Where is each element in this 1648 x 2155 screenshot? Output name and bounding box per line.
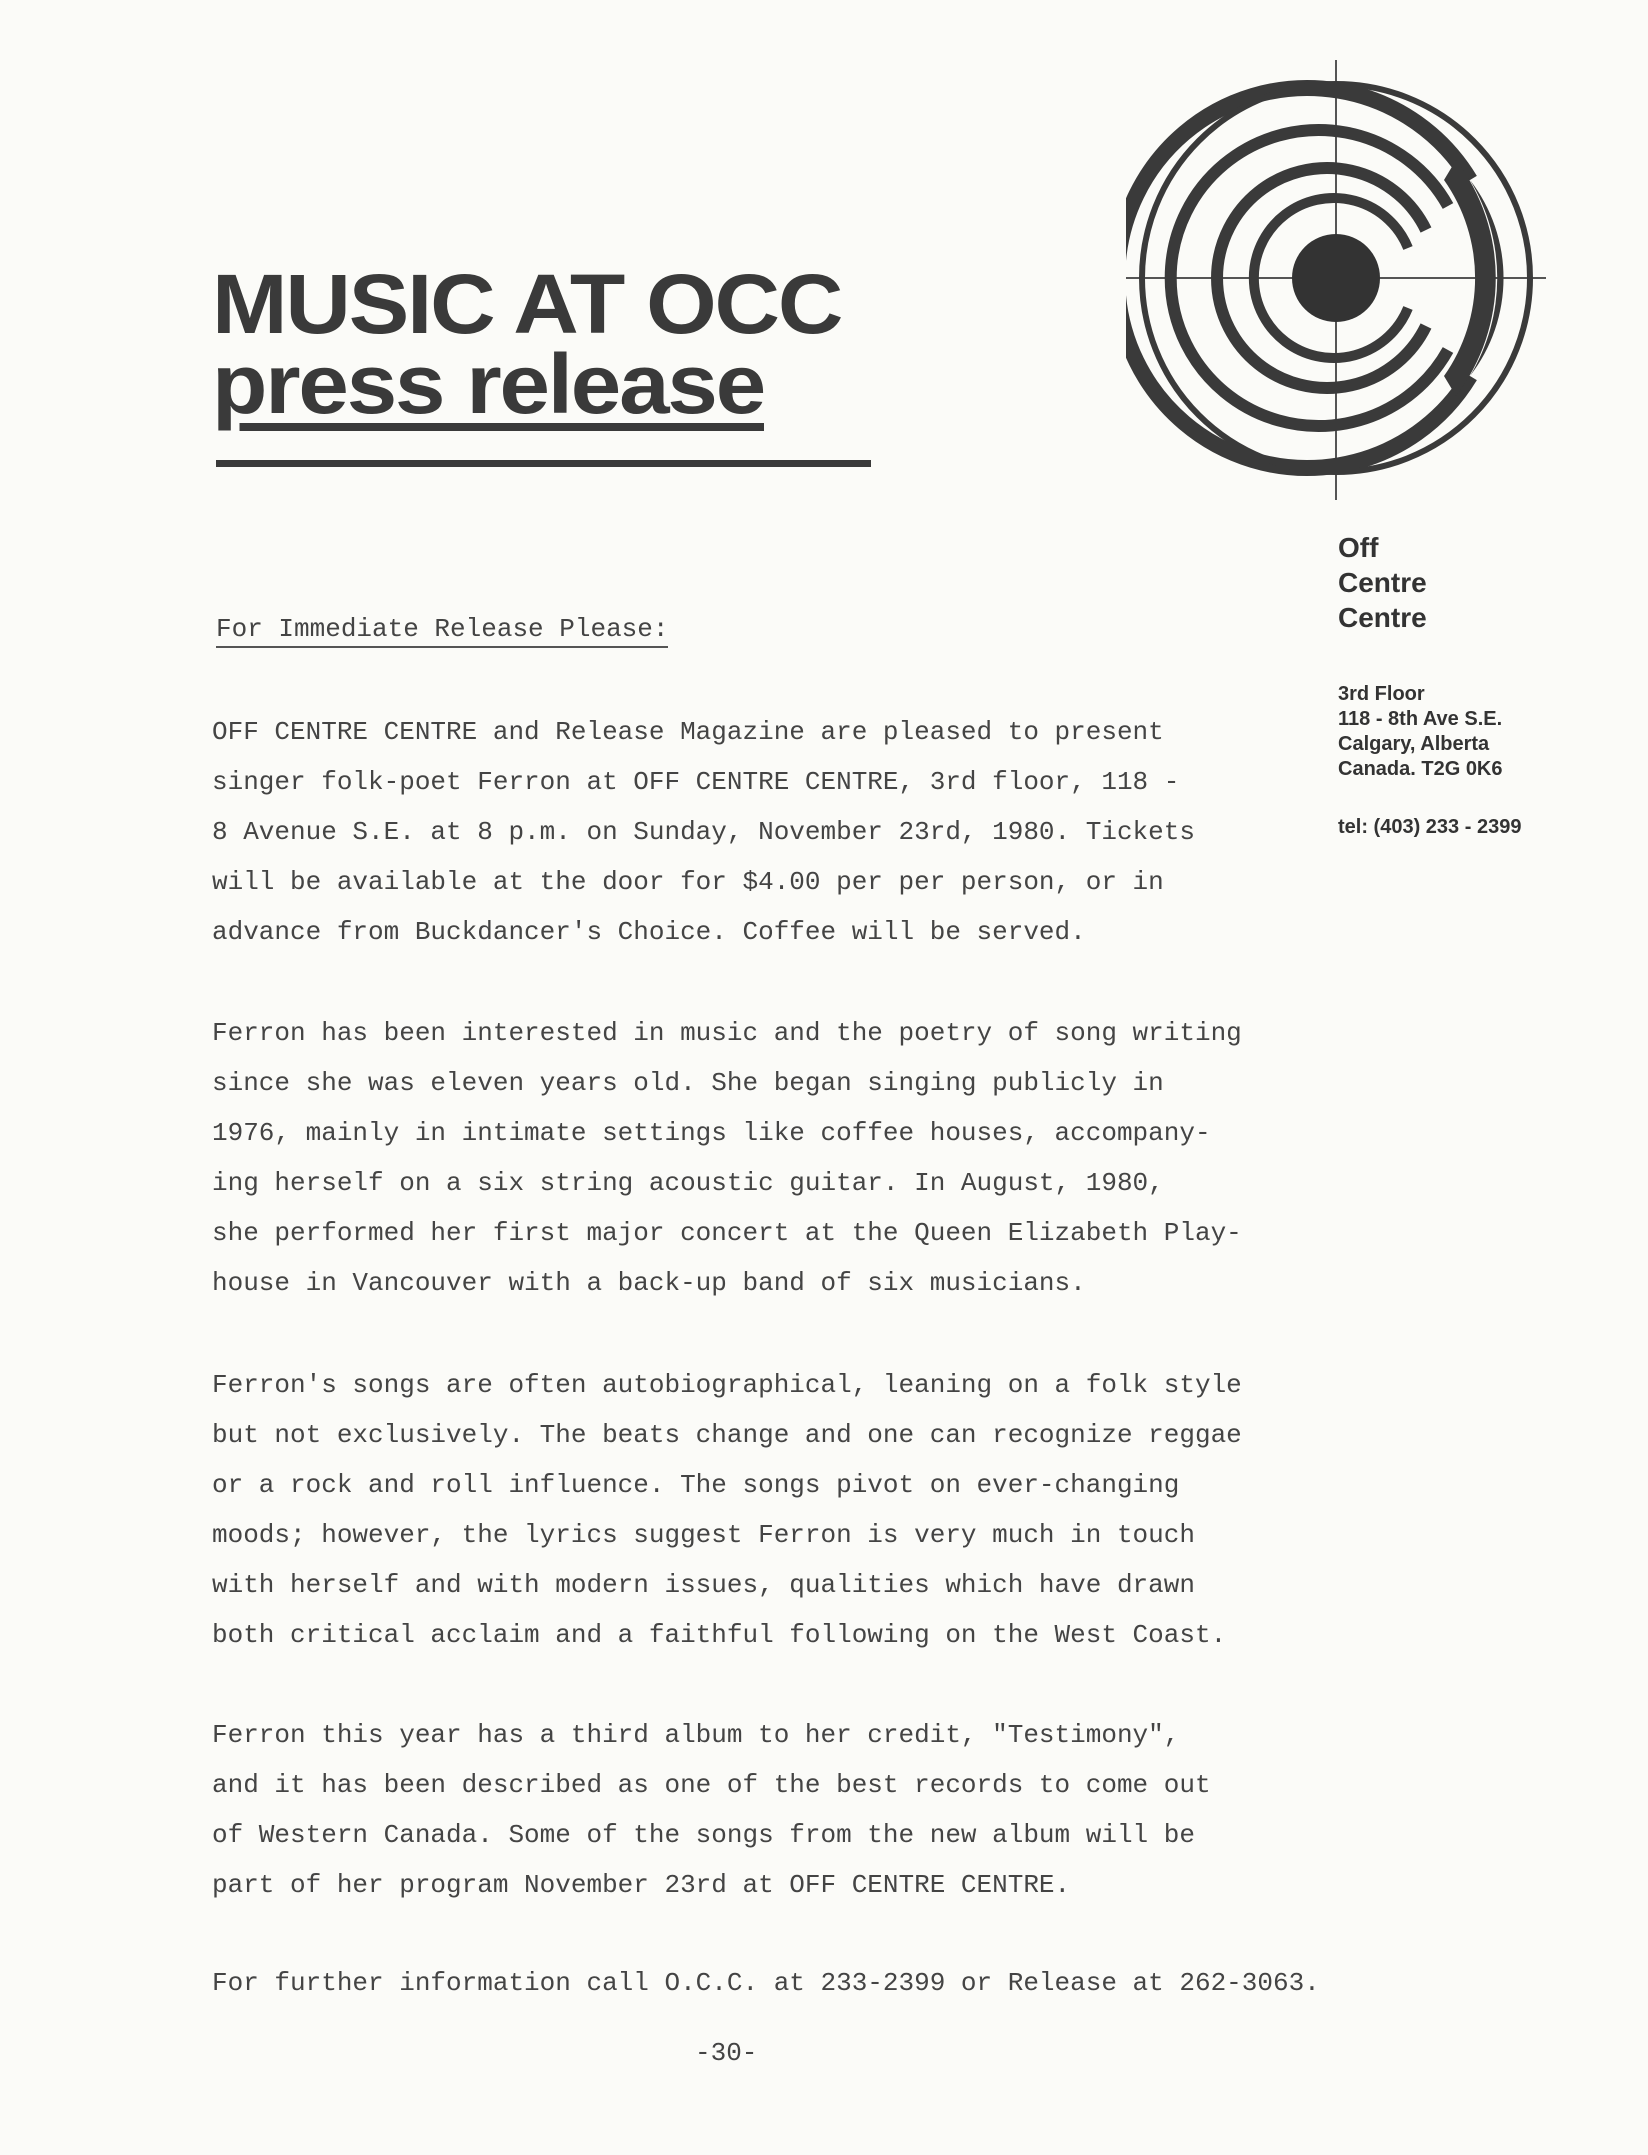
address-line: 118 - 8th Ave S.E.	[1338, 708, 1503, 730]
text-line: she performed her first major concert at the Queen Elizabeth Play-	[212, 1218, 1242, 1248]
title-underline-rule	[216, 460, 871, 467]
text-line: house in Vancouver with a back-up band of six musicians.	[212, 1268, 1086, 1298]
text-line: moods; however, the lyrics suggest Ferron is very much in touch	[212, 1520, 1195, 1550]
paragraph-1	[212, 707, 1195, 957]
org-name	[1338, 530, 1427, 635]
header-title	[212, 257, 842, 431]
title-music-at-occ: MUSIC AT OCC	[212, 257, 842, 351]
paragraph-2	[212, 1008, 1242, 1308]
org-name-line: Centre	[1338, 602, 1427, 633]
off-centre-centre-logo-icon	[1126, 60, 1546, 500]
text-line: OFF CENTRE CENTRE and Release Magazine are pleased to present	[212, 717, 1164, 747]
text-line: advance from Buckdancer's Choice. Coffee will be served.	[212, 917, 1086, 947]
text-line: Ferron's songs are often autobiographical, leaning on a folk style	[212, 1370, 1242, 1400]
text-line: 8 Avenue S.E. at 8 p.m. on Sunday, November 23rd, 1980. Tickets	[212, 817, 1195, 847]
text-line: and it has been described as one of the best records to come out	[212, 1770, 1211, 1800]
org-name-line: Centre	[1338, 567, 1427, 598]
paragraph-3	[212, 1360, 1242, 1660]
further-information-line: For further information call O.C.C. at 233-2399 or Release at 262-3063.	[212, 1968, 1320, 1998]
immediate-release-heading: For Immediate Release Please:	[216, 614, 668, 648]
text-line: will be available at the door for $4.00 per per person, or in	[212, 867, 1164, 897]
address-line: Calgary, Alberta	[1338, 733, 1490, 755]
text-line: Ferron has been interested in music and the poetry of song writing	[212, 1018, 1242, 1048]
text-line: but not exclusively. The beats change and one can recognize reggae	[212, 1420, 1242, 1450]
org-address	[1338, 682, 1503, 782]
org-name-line: Off	[1338, 532, 1379, 563]
text-line: or a rock and roll influence. The songs pivot on ever-changing	[212, 1470, 1180, 1500]
end-marker: -30-	[695, 2038, 758, 2068]
text-line: Ferron this year has a third album to her credit, "Testimony",	[212, 1720, 1180, 1750]
text-line: since she was eleven years old. She began singing publicly in	[212, 1068, 1164, 1098]
title-press-release: press release	[212, 337, 764, 431]
text-line: both critical acclaim and a faithful following on the West Coast.	[212, 1620, 1227, 1650]
address-line: 3rd Floor	[1338, 683, 1425, 705]
text-line: singer folk-poet Ferron at OFF CENTRE CENTRE, 3rd floor, 118 -	[212, 767, 1180, 797]
org-phone: tel: (403) 233 - 2399	[1338, 816, 1522, 838]
paragraph-4	[212, 1710, 1211, 1910]
text-line: ing herself on a six string acoustic guitar. In August, 1980,	[212, 1168, 1164, 1198]
text-line: 1976, mainly in intimate settings like coffee houses, accompany-	[212, 1118, 1211, 1148]
text-line: of Western Canada. Some of the songs from the new album will be	[212, 1820, 1195, 1850]
text-line: part of her program November 23rd at OFF CENTRE CENTRE.	[212, 1870, 1071, 1900]
address-line: Canada. T2G 0K6	[1338, 758, 1503, 780]
text-line: with herself and with modern issues, qualities which have drawn	[212, 1570, 1195, 1600]
